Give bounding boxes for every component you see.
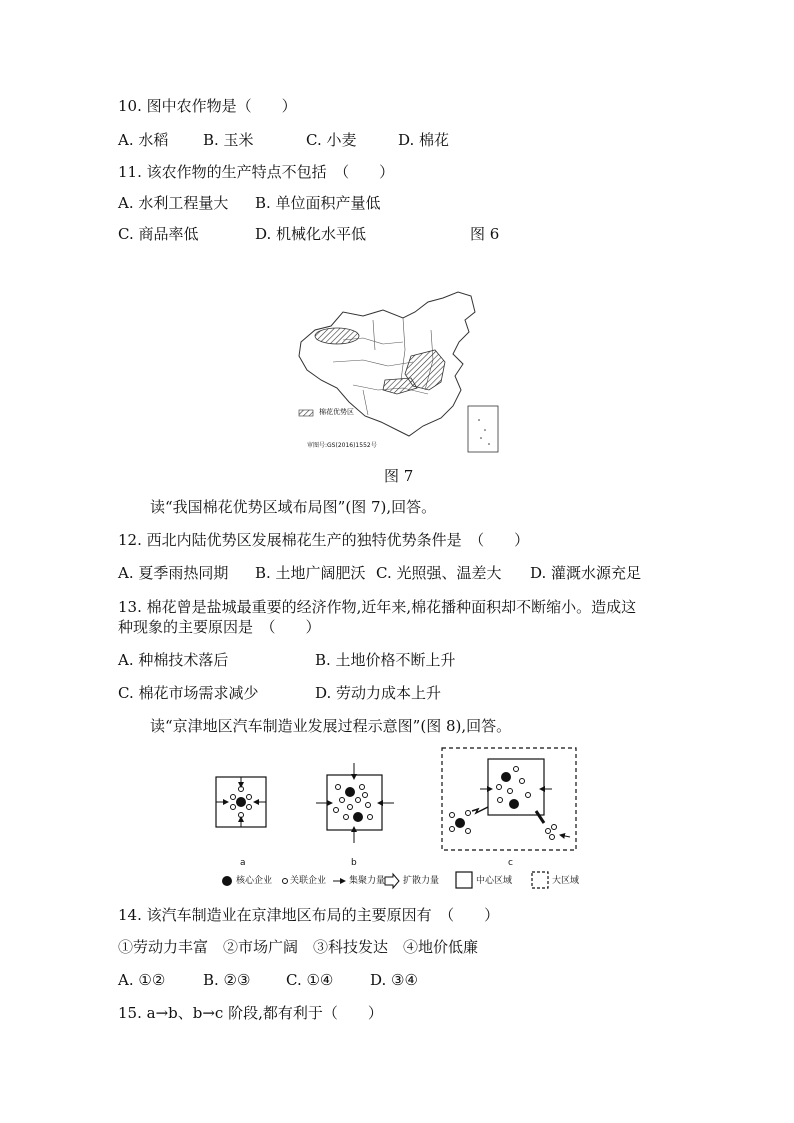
map-legend-label: 棉花优势区 — [319, 408, 354, 416]
legend-core-enterprise: 核心企业 — [236, 876, 273, 886]
legend-large-area: 大区域 — [552, 876, 580, 886]
q12-option-d: D. 灌溉水源充足 — [530, 564, 642, 582]
intro-fig7: 读“我国棉花优势区域布局图”(图 7),回答。 — [150, 498, 437, 516]
q11-stem: 11. 该农作物的生产特点不包括 （ ） — [118, 163, 395, 181]
q13-option-b: B. 土地价格不断上升 — [315, 651, 456, 669]
q14-stem: 14. 该汽车制造业在京津地区布局的主要原因有 （ ） — [118, 906, 500, 924]
q12-option-c: C. 光照强、温差大 — [376, 564, 502, 582]
q10-option-b: B. 玉米 — [203, 131, 254, 149]
q14-option-d: D. ③④ — [370, 971, 418, 989]
q13-stem-line2: 种现象的主要原因是 （ ） — [118, 618, 321, 636]
q12-option-b: B. 土地广阔肥沃 — [255, 564, 366, 582]
legend-agglomeration: 集聚力量 — [349, 876, 386, 886]
q11-option-c: C. 商品率低 — [118, 225, 199, 243]
fig7-caption: 图 7 — [384, 467, 414, 485]
q15-stem: 15. a→b、b→c 阶段,都有利于（ ） — [118, 1004, 383, 1022]
panel-label-b: b — [351, 858, 357, 868]
q11-option-a: A. 水利工程量大 — [118, 194, 229, 212]
q14-option-a: A. ①② — [118, 971, 166, 989]
q10-option-d: D. 棉花 — [398, 131, 450, 149]
q12-stem: 12. 西北内陆优势区发展棉花生产的独特优势条件是 （ ） — [118, 531, 530, 549]
q10-stem: 10. 图中农作物是（ ） — [118, 97, 297, 115]
q11-option-d: D. 机械化水平低 — [255, 225, 367, 243]
map-approval-number: 审图号:GS(2016)1552号 — [307, 442, 377, 449]
q14-option-b: B. ②③ — [203, 971, 251, 989]
diagram-graphic — [210, 745, 590, 895]
legend-central-area: 中心区域 — [476, 876, 513, 886]
china-cotton-map — [293, 290, 503, 455]
legend-related-enterprise: 关联企业 — [290, 876, 327, 886]
auto-industry-diagram — [210, 745, 590, 895]
q10-option-c: C. 小麦 — [306, 131, 357, 149]
panel-label-c: c — [508, 858, 513, 868]
q10-option-a: A. 水稻 — [118, 131, 169, 149]
q14-choices: ①劳动力丰富 ②市场广阔 ③科技发达 ④地价低廉 — [118, 938, 479, 956]
q13-option-d: D. 劳动力成本上升 — [315, 684, 442, 702]
q13-stem-line1: 13. 棉花曾是盐城最重要的经济作物,近年来,棉花播种面积却不断缩小。造成这 — [118, 598, 637, 616]
q13-option-c: C. 棉花市场需求减少 — [118, 684, 259, 702]
q13-option-a: A. 种棉技术落后 — [118, 651, 229, 669]
panel-label-a: a — [240, 858, 246, 868]
fig6-label: 图 6 — [470, 225, 500, 243]
q12-option-a: A. 夏季雨热同期 — [118, 564, 229, 582]
china-map-outline — [293, 290, 503, 455]
legend-diffusion: 扩散力量 — [403, 876, 440, 886]
q14-option-c: C. ①④ — [286, 971, 334, 989]
q11-option-b: B. 单位面积产量低 — [255, 194, 381, 212]
intro-fig8: 读“京津地区汽车制造业发展过程示意图”(图 8),回答。 — [150, 717, 512, 735]
